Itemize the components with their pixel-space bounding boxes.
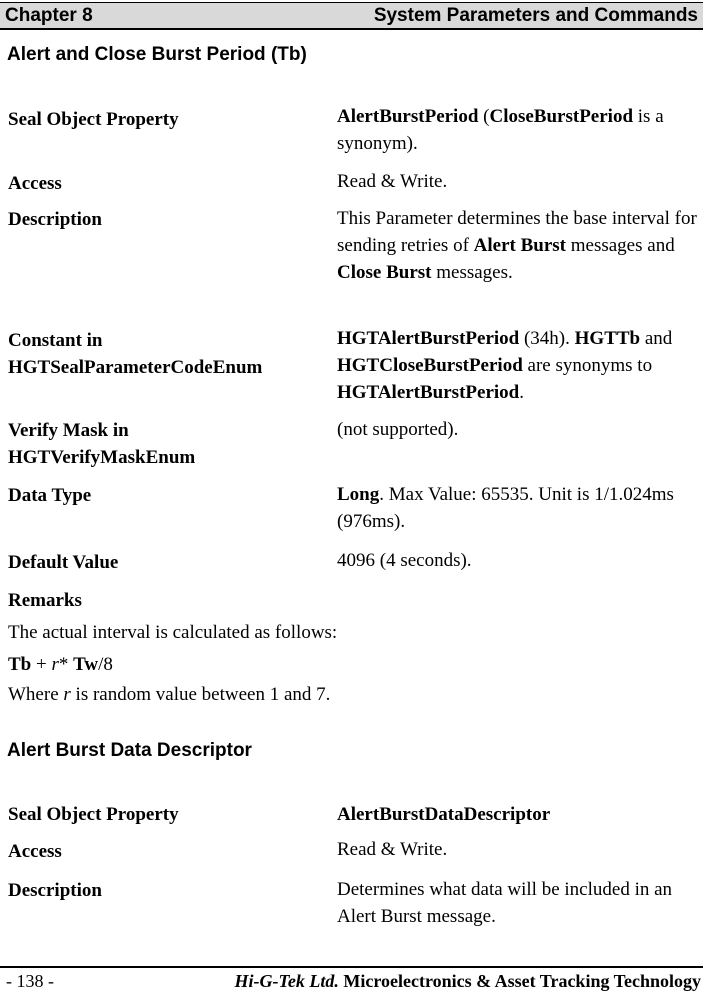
page-footer xyxy=(6,969,701,993)
page-number: - 138 - xyxy=(6,971,54,991)
section-heading-alert-close-burst: Alert and Close Burst Period (Tb) xyxy=(7,44,307,65)
default-value: 4096 (4 seconds). xyxy=(337,550,472,571)
desc-text-1: This Parameter determines the base interval for sending retries of xyxy=(337,208,697,256)
where-part1: Where xyxy=(8,684,64,705)
chapter-header xyxy=(0,2,703,30)
desc-bold-alert-burst: Alert Burst xyxy=(473,235,566,256)
remarks-text: The actual interval is calculated as follows: xyxy=(8,622,338,643)
const-text-1: (34h). xyxy=(519,328,575,349)
seal-object-property-value xyxy=(337,103,705,157)
formula-plus: + xyxy=(31,654,52,675)
seal-object-property-label: Seal Object Property xyxy=(8,109,179,130)
verify-label-line2: HGTVerifyMaskEnum xyxy=(8,447,196,468)
data-type-value xyxy=(337,481,705,535)
description-value xyxy=(337,205,705,286)
seal-object-property-label-2: Seal Object Property xyxy=(8,804,179,825)
const-text-2: and xyxy=(640,328,673,349)
const-bold-3: HGTCloseBurstPeriod xyxy=(337,355,523,376)
access-value-2: Read & Write. xyxy=(337,839,448,860)
formula-tw: Tw xyxy=(73,654,99,675)
data-type-label: Data Type xyxy=(8,485,92,506)
data-type-bold: Long xyxy=(337,484,380,505)
access-label: Access xyxy=(8,173,62,194)
chapter-label: Chapter 8 xyxy=(5,4,93,26)
description-value-2: Determines what data will be included in an Alert Burst message. xyxy=(337,879,673,927)
const-bold-1: HGTAlertBurstPeriod xyxy=(337,328,520,349)
footer-rule xyxy=(0,966,703,968)
synonym-note: is a synonym). xyxy=(337,106,664,154)
remarks-label: Remarks xyxy=(8,590,82,611)
company-tagline: Microelectronics & Asset Tracking Technology xyxy=(338,971,701,991)
constant-label xyxy=(8,327,262,381)
data-type-text: . Max Value: 65535. Unit is 1/1.024ms (976ms). xyxy=(337,484,674,532)
alert-burst-period-name: AlertBurstPeriod xyxy=(337,106,479,127)
constant-label-line2: HGTSealParameterCodeEnum xyxy=(8,357,263,378)
formula-div: /8 xyxy=(98,654,113,675)
formula-star: * xyxy=(58,654,74,675)
seal-object-property-value-2: AlertBurstDataDescriptor xyxy=(337,804,551,825)
constant-label-line1: Constant in xyxy=(8,330,103,351)
desc-bold-close-burst: Close Burst xyxy=(337,262,432,283)
default-value-label: Default Value xyxy=(8,552,119,573)
formula-r: r xyxy=(51,654,59,675)
access-label-2: Access xyxy=(8,841,62,862)
chapter-title: System Parameters and Commands xyxy=(373,4,698,26)
const-text-3: are synonyms to xyxy=(522,355,653,376)
paren-open: ( xyxy=(478,106,490,127)
company-name: Hi-G-Tek Ltd. xyxy=(234,971,339,991)
verify-label-line1: Verify Mask in xyxy=(8,420,129,441)
const-text-4: . xyxy=(519,382,524,403)
formula-tb: Tb xyxy=(8,654,32,675)
verify-mask-label xyxy=(8,417,195,471)
description-label-2: Description xyxy=(8,880,102,901)
description-label: Description xyxy=(8,209,102,230)
const-bold-2: HGTTb xyxy=(574,328,641,349)
desc-text-2: messages and xyxy=(566,235,675,256)
access-value: Read & Write. xyxy=(337,171,448,192)
where-part2: is random value between 1 and 7. xyxy=(70,684,331,705)
close-burst-period-name: CloseBurstPeriod xyxy=(489,106,634,127)
const-bold-4: HGTAlertBurstPeriod xyxy=(337,382,520,403)
where-text xyxy=(8,681,330,708)
desc-text-3: messages. xyxy=(431,262,513,283)
constant-value xyxy=(337,325,705,406)
section-heading-alert-burst-data: Alert Burst Data Descriptor xyxy=(7,740,252,761)
formula xyxy=(8,651,113,678)
verify-mask-value: (not supported). xyxy=(337,419,459,440)
footer-company xyxy=(235,969,701,993)
where-r: r xyxy=(63,684,71,705)
